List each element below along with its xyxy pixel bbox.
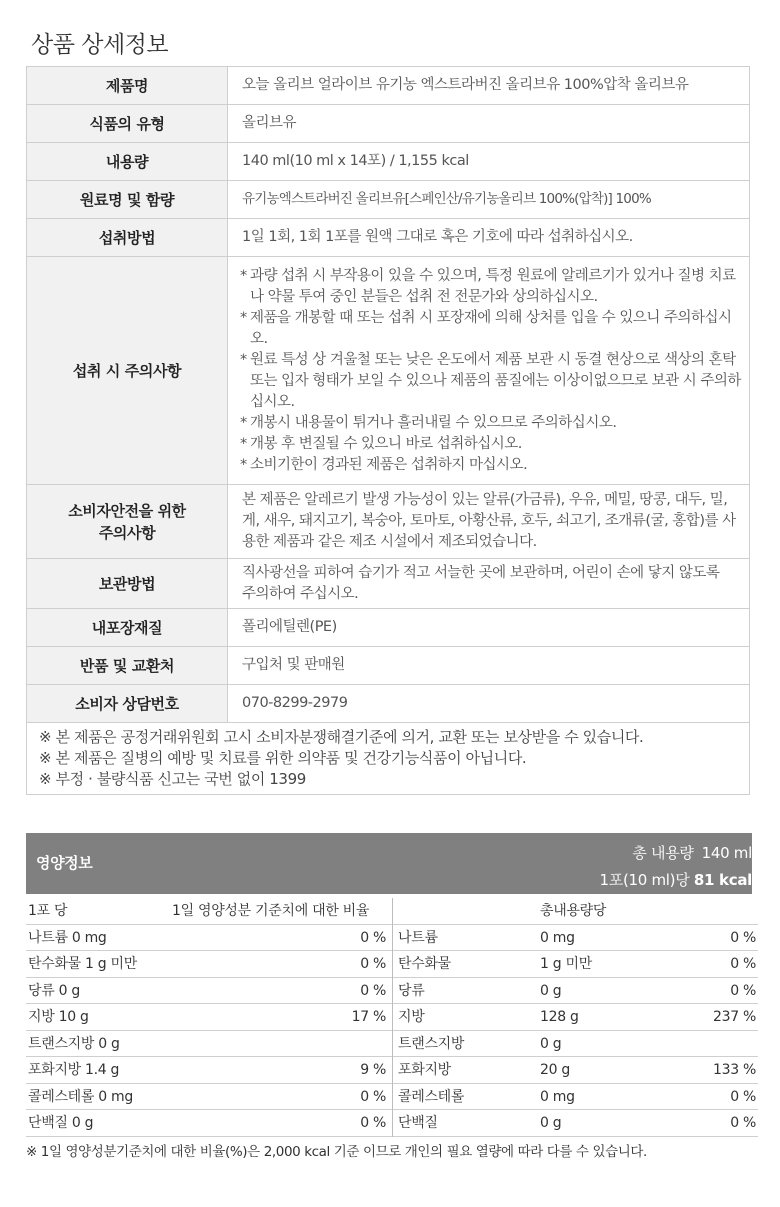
footnote-line: ※ 본 제품은 질병의 예방 및 치료를 위한 의약품 및 건강기능식품이 아닙니다.	[39, 749, 527, 767]
nutrient-name-total: 당류	[398, 982, 425, 999]
caution-item: * 과량 섭취 시 부작용이 있을 수 있으며, 특정 원료에 알레르기가 있거나 질병 치료나 약물 투여 중인 분들은 섭취 전 전문가와 상의하십시오.	[240, 267, 736, 305]
label-food-type: 식품의 유형	[27, 105, 228, 143]
value-content-amount: 140 ml(10 ml x 14포) / 1,155 kcal	[228, 143, 750, 181]
nutrient-name-total: 지방	[398, 1009, 425, 1025]
nutrient-amount-total: 0 g	[540, 1035, 562, 1052]
nutrient-name-total: 탄수화물	[398, 956, 451, 972]
row-contact	[27, 685, 750, 723]
nutrient-daily-percent: 0 %	[360, 1115, 386, 1131]
nutrition-kcal: 81 kcal	[693, 871, 752, 889]
label-content-amount: 내용량	[27, 143, 228, 181]
footnote-line: ※ 부정 · 불량식품 신고는 국번 없이 1399	[39, 770, 306, 788]
row-ingredients	[27, 181, 750, 219]
row-allergy	[27, 485, 750, 559]
nutrient-name-total: 트랜스지방	[398, 1035, 465, 1052]
value-packaging: 폴리에틸렌(PE)	[228, 609, 750, 647]
label-return: 반품 및 교환처	[27, 647, 228, 685]
nutrition-row	[26, 1057, 758, 1084]
value-ingredients: 유기농엑스트라버진 올리브유[스페인산/유기농올리브 100%(압착)] 100%	[228, 181, 750, 219]
nutrient-name: 트랜스지방 0 g	[28, 1035, 120, 1052]
nutrition-table-header: 1포 당 1일 영양성분 기준치에 대한 비율 총내용량당	[26, 898, 758, 925]
caution-item: * 소비기한이 경과된 제품은 섭취하지 마십시오.	[240, 456, 528, 473]
nutrient-amount-total: 1 g 미만	[540, 956, 592, 972]
label-ingredients: 원료명 및 함량	[27, 181, 228, 219]
row-return	[27, 647, 750, 685]
caution-item: * 원료 특성 상 겨울철 또는 낮은 온도에서 제품 보관 시 동결 현상으로 색상의 혼탁 또는 입자 형태가 보일 수 있으나 제품의 품질에는 이상이없으므로 보관 시 주의하십시오.	[240, 351, 741, 410]
label-contact: 소비자 상담번호	[27, 685, 228, 723]
label-packaging: 내포장재질	[27, 609, 228, 647]
nutrient-daily-percent: 17 %	[351, 1009, 386, 1025]
nutrient-amount-total: 0 mg	[540, 929, 575, 946]
nutrition-row	[26, 1110, 758, 1137]
nutrition-row	[26, 1004, 758, 1031]
nutrient-name: 콜레스테롤 0 mg	[28, 1088, 133, 1105]
nutrient-name-total: 나트륨	[398, 929, 438, 946]
nutrient-name-total: 단백질	[398, 1115, 438, 1131]
nutrition-row	[26, 978, 758, 1005]
nutrient-name: 단백질 0 g	[28, 1115, 94, 1131]
nutrition-title: 영양정보	[36, 854, 93, 872]
nutrient-amount-total: 20 g	[540, 1062, 570, 1078]
value-food-type: 올리브유	[228, 105, 750, 143]
label-intake-method: 섭취방법	[27, 219, 228, 257]
label-storage: 보관방법	[27, 559, 228, 609]
nutrition-per-serving: 1포(10 ml)당 81 kcal	[599, 871, 752, 889]
nutrient-percent-total: 0 %	[730, 929, 756, 946]
row-product-name	[27, 67, 750, 105]
nutrient-percent-total: 0 %	[730, 982, 756, 999]
nutrient-percent-total: 0 %	[730, 956, 756, 972]
nutrient-name: 당류 0 g	[28, 982, 80, 999]
nutrient-name: 나트륨 0 mg	[28, 929, 107, 946]
value-storage: 직사광선을 피하여 습기가 적고 서늘한 곳에 보관하며, 어린이 손에 닿지 않도록 주의하여 주십시오.	[228, 559, 750, 609]
caution-item: * 제품을 개봉할 때 또는 섭취 시 포장재에 의해 상처를 입을 수 있으니 주의하십시오.	[240, 309, 732, 347]
nutrient-amount-total: 128 g	[540, 1009, 579, 1025]
nutrient-amount-total: 0 g	[540, 1115, 562, 1131]
footnotes	[27, 723, 750, 795]
nutrient-percent-total: 0 %	[730, 1088, 756, 1105]
nutrient-percent-total: 0 %	[730, 1115, 756, 1131]
row-content-amount	[27, 143, 750, 181]
label-caution: 섭취 시 주의사항	[27, 257, 228, 485]
nutrient-amount-total: 0 g	[540, 982, 562, 999]
nutrient-name-total: 포화지방	[398, 1062, 451, 1078]
row-food-type	[27, 105, 750, 143]
nutrition-row	[26, 925, 758, 952]
value-intake-method: 1일 1회, 1회 1포를 원액 그대로 혹은 기호에 따라 섭취하십시오.	[228, 219, 750, 257]
value-contact: 070-8299-2979	[228, 685, 750, 723]
row-caution	[27, 257, 750, 485]
footnote-line: ※ 본 제품은 공정거래위원회 고시 소비자분쟁해결기준에 의거, 교환 또는 보상받을 수 있습니다.	[39, 728, 644, 746]
caution-item: * 개봉시 내용물이 튀거나 흘러내릴 수 있으므로 주의하십시오.	[240, 414, 617, 431]
value-product-name: 오늘 올리브 얼라이브 유기농 엑스트라버진 올리브유 100%압착 올리브유	[228, 67, 750, 105]
nutrient-daily-percent: 0 %	[360, 982, 386, 999]
value-return: 구입처 및 판매원	[228, 647, 750, 685]
label-product-name: 제품명	[27, 67, 228, 105]
nutrient-daily-percent: 0 %	[360, 929, 386, 946]
value-caution	[228, 257, 750, 485]
nutrient-daily-percent: 9 %	[360, 1062, 386, 1078]
row-intake-method	[27, 219, 750, 257]
row-packaging	[27, 609, 750, 647]
nutrient-daily-percent: 0 %	[360, 956, 386, 972]
nutrient-name: 탄수화물 1 g 미만	[28, 956, 137, 972]
nutrient-percent-total: 237 %	[713, 1009, 756, 1025]
nutrient-name-total: 콜레스테롤	[398, 1088, 465, 1105]
nutrient-percent-total: 133 %	[713, 1062, 756, 1078]
nutrition-footnote: ※ 1일 영양성분기준치에 대한 비율(%)은 2,000 kcal 기준 이므로 개인의 필요 열량에 따라 다를 수 있습니다.	[26, 1144, 647, 1160]
caution-item: * 개봉 후 변질될 수 있으니 바로 섭취하십시오.	[240, 435, 522, 452]
nutrition-row	[26, 1084, 758, 1111]
product-detail-table	[26, 66, 750, 795]
nutrition-total: 총 내용량 140 ml	[632, 844, 752, 862]
nutrient-daily-percent: 0 %	[360, 1088, 386, 1105]
nutrient-name: 지방 10 g	[28, 1009, 89, 1025]
page-title: 상품 상세정보	[31, 32, 169, 58]
nutrition-header	[26, 833, 752, 894]
nutrient-amount-total: 0 mg	[540, 1088, 575, 1105]
row-footnotes	[27, 723, 750, 795]
nutrition-row	[26, 951, 758, 978]
nutrition-row	[26, 1031, 758, 1058]
nutrient-name: 포화지방 1.4 g	[28, 1062, 120, 1078]
nutrition-table	[26, 898, 758, 1137]
label-allergy: 소비자안전을 위한 주의사항	[27, 485, 228, 559]
value-allergy: 본 제품은 알레르기 발생 가능성이 있는 알류(가금류), 우유, 메밀, 땅콩, 대두, 밀, 게, 새우, 돼지고기, 복숭아, 토마토, 아황산류, 호두, 쇠고기, 조개류(굴, 홍합)를 사용한 제품과 같은 제조 시설에서 제조되었습니다.	[228, 485, 750, 559]
row-storage	[27, 559, 750, 609]
